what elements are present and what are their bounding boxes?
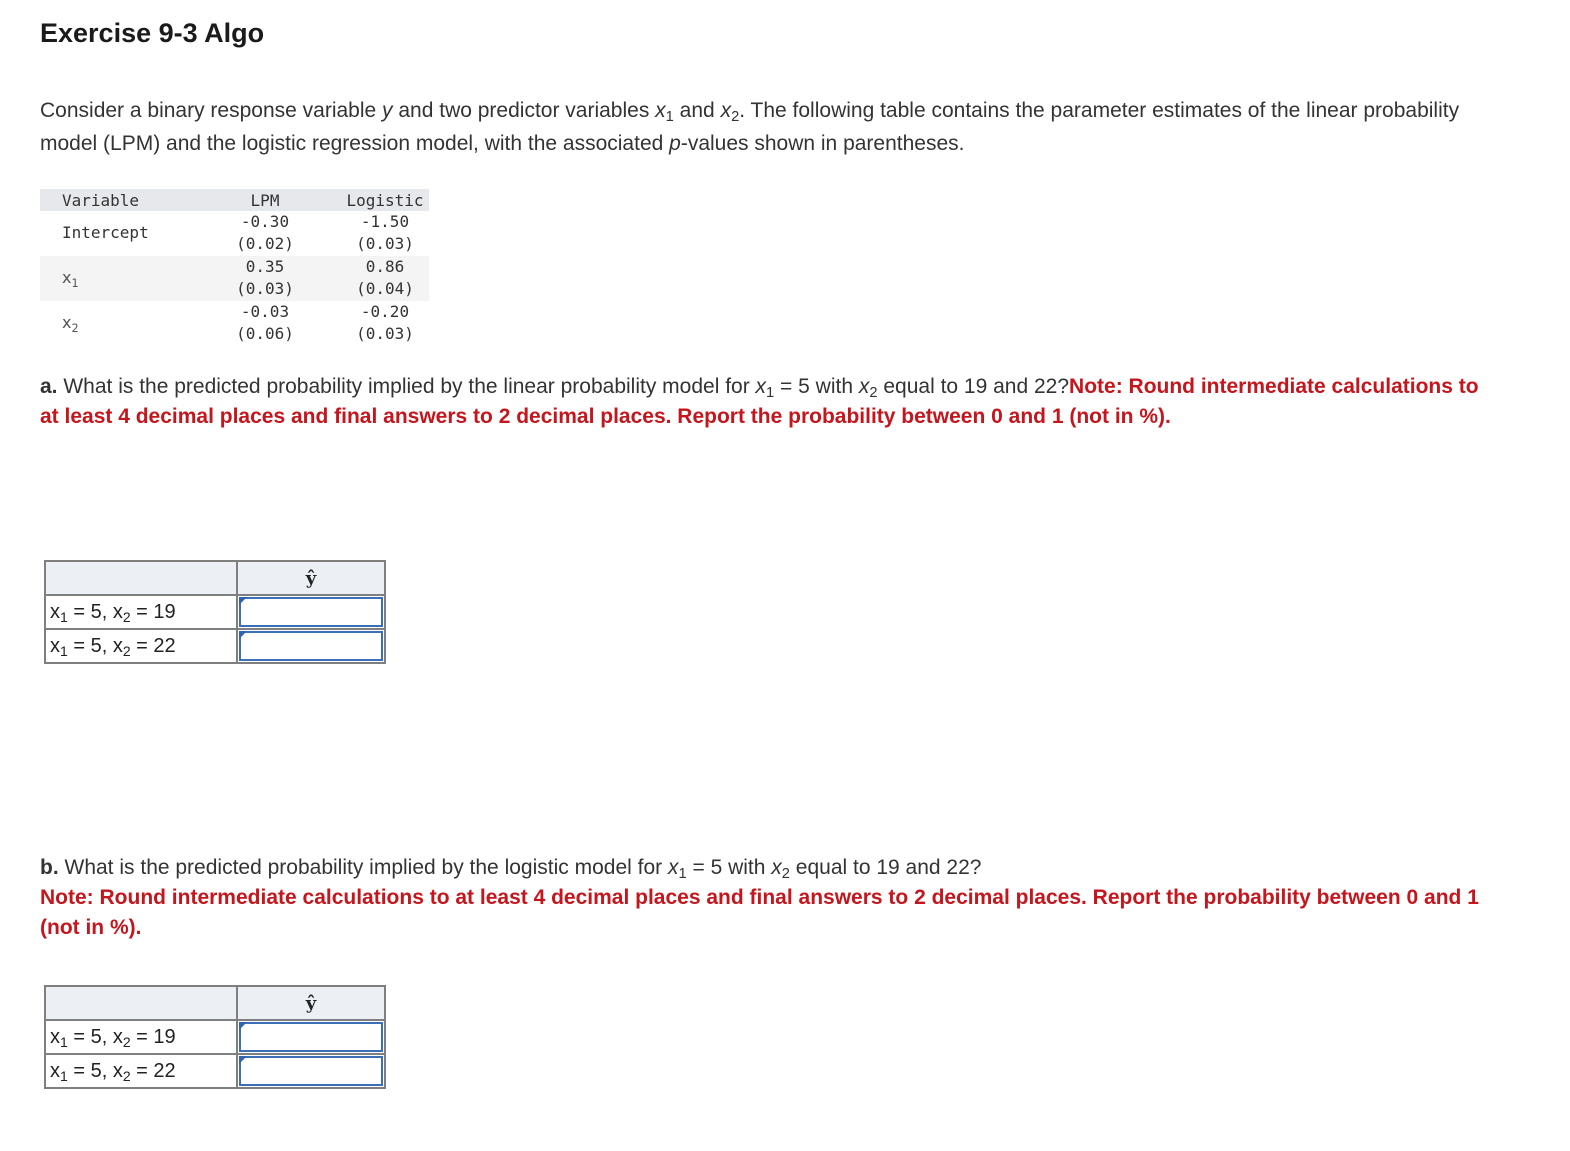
row-label [62, 268, 79, 290]
logistic-pvalue: (0.04) [356, 279, 414, 298]
subscript: 2 [71, 322, 79, 335]
var-x1: x [655, 99, 666, 122]
label-text: = 22 [130, 634, 176, 657]
var-x2: x [858, 375, 870, 398]
var-x: x [62, 313, 72, 332]
question-text: What is the predicted probability implied by the logistic model for [58, 856, 668, 879]
part-b-question [40, 853, 1480, 943]
table-row-x1 [40, 256, 429, 301]
question-text: equal to 19 and 22? [789, 856, 982, 879]
table-row [45, 1054, 385, 1088]
header-variable: Variable [62, 191, 140, 210]
var-x2: x [771, 856, 782, 879]
subscript: 1 [60, 608, 68, 625]
row-label [45, 595, 237, 629]
part-a-answer-table [44, 560, 386, 664]
logistic-pvalue: (0.03) [356, 324, 414, 343]
answer-cell [237, 629, 385, 663]
subscript: 2 [122, 608, 131, 625]
label-text: = 5, [67, 1025, 113, 1048]
var-x1: x [50, 1059, 60, 1082]
logistic-estimate: 0.86 [365, 257, 405, 276]
y-hat-header: ŷ [237, 986, 385, 1020]
part-b-answer-table [44, 985, 386, 1089]
question-text: = 5 with [774, 375, 859, 398]
subscript: 2 [781, 866, 790, 882]
rounding-note: Note: Round intermediate calculations to at least 4 decimal places and final answers to 2 decimal places. Report the probability between 0 and 1 (not in %). [40, 375, 1479, 428]
label-text: = 22 [130, 1059, 176, 1082]
parameter-estimates-table [40, 189, 429, 346]
var-p: p [669, 132, 681, 155]
subscript: 1 [678, 866, 687, 882]
table-row [45, 1020, 385, 1054]
subscript: 1 [60, 1033, 68, 1050]
label-text: = 5, [67, 634, 113, 657]
row-label: Intercept [62, 223, 149, 242]
var-x2: x [112, 600, 123, 623]
table-row [45, 629, 385, 663]
subscript: 2 [731, 109, 740, 125]
answer-flag-icon [239, 631, 247, 639]
intro-text: . The following table contains the parameter estimates of the linear probability model (LPM) and the logistic regression model, with the associated [40, 99, 1460, 155]
answer-table-corner [45, 986, 237, 1020]
lpm-estimate: -0.30 [240, 212, 290, 231]
lpm-pvalue: (0.03) [236, 279, 294, 298]
part-label: a. [40, 375, 58, 398]
answer-input-a-19[interactable] [239, 597, 383, 627]
var-x2: x [112, 634, 123, 657]
intro-paragraph [40, 94, 1480, 160]
rounding-note: Note: Round intermediate calculations to at least 4 decimal places and final answers to 2 decimal places. Report the probability between 0 and 1 (not in %). [40, 886, 1479, 939]
table-row-intercept [40, 211, 429, 256]
answer-cell [237, 1054, 385, 1088]
table-header-row [40, 189, 429, 211]
var-x2: x [112, 1025, 123, 1048]
label-text: = 19 [130, 1025, 176, 1048]
subscript: 2 [122, 642, 131, 659]
answer-flag-icon [239, 1056, 247, 1064]
var-x1: x [755, 375, 767, 398]
subscript: 2 [122, 1067, 131, 1084]
row-label [62, 313, 79, 335]
table-row-x2 [40, 301, 429, 346]
intro-text: and [673, 99, 721, 122]
question-text: What is the predicted probability implied by the linear probability model for [57, 375, 756, 398]
lpm-estimate: -0.03 [240, 302, 290, 321]
answer-table-corner [45, 561, 237, 595]
label-text: = 19 [130, 600, 176, 623]
var-x1: x [50, 600, 60, 623]
header-logistic: Logistic [346, 191, 424, 210]
label-text: = 5, [67, 600, 113, 623]
y-hat-header: ŷ [237, 561, 385, 595]
lpm-estimate: 0.35 [245, 257, 285, 276]
answer-input-b-22[interactable] [239, 1056, 383, 1086]
answer-input-b-19[interactable] [239, 1022, 383, 1052]
intro-text: -values shown in parentheses. [680, 132, 965, 155]
intro-text: and two predictor variables [392, 99, 656, 122]
subscript: 1 [60, 642, 68, 659]
logistic-estimate: -0.20 [360, 302, 410, 321]
answer-cell [237, 1020, 385, 1054]
subscript: 1 [665, 109, 674, 125]
table-row [45, 595, 385, 629]
exercise-title: Exercise 9-3 Algo [40, 18, 265, 48]
subscript: 2 [869, 385, 878, 401]
answer-input-a-22[interactable] [239, 631, 383, 661]
var-x1: x [50, 634, 60, 657]
logistic-pvalue: (0.03) [356, 234, 414, 253]
answer-flag-icon [239, 597, 247, 605]
answer-flag-icon [239, 1022, 247, 1030]
logistic-estimate: -1.50 [360, 212, 410, 231]
row-label [45, 1020, 237, 1054]
lpm-pvalue: (0.06) [236, 324, 294, 343]
var-x: x [62, 268, 72, 287]
var-x1: x [667, 856, 679, 879]
row-label [45, 629, 237, 663]
header-lpm: LPM [250, 191, 280, 210]
part-a-question [40, 372, 1480, 432]
subscript: 2 [122, 1033, 131, 1050]
row-label [45, 1054, 237, 1088]
answer-cell [237, 595, 385, 629]
subscript: 1 [71, 277, 79, 290]
question-text: = 5 with [686, 856, 772, 879]
var-x1: x [50, 1025, 60, 1048]
var-x2: x [720, 99, 732, 122]
var-x2: x [112, 1059, 123, 1082]
subscript: 1 [60, 1067, 68, 1084]
lpm-pvalue: (0.02) [236, 234, 294, 253]
part-label: b. [40, 856, 59, 879]
label-text: = 5, [67, 1059, 113, 1082]
question-text: equal to 19 and 22? [877, 375, 1070, 398]
subscript: 1 [766, 385, 775, 401]
intro-text: Consider a binary response variable [40, 99, 383, 122]
var-y: y [382, 99, 393, 122]
